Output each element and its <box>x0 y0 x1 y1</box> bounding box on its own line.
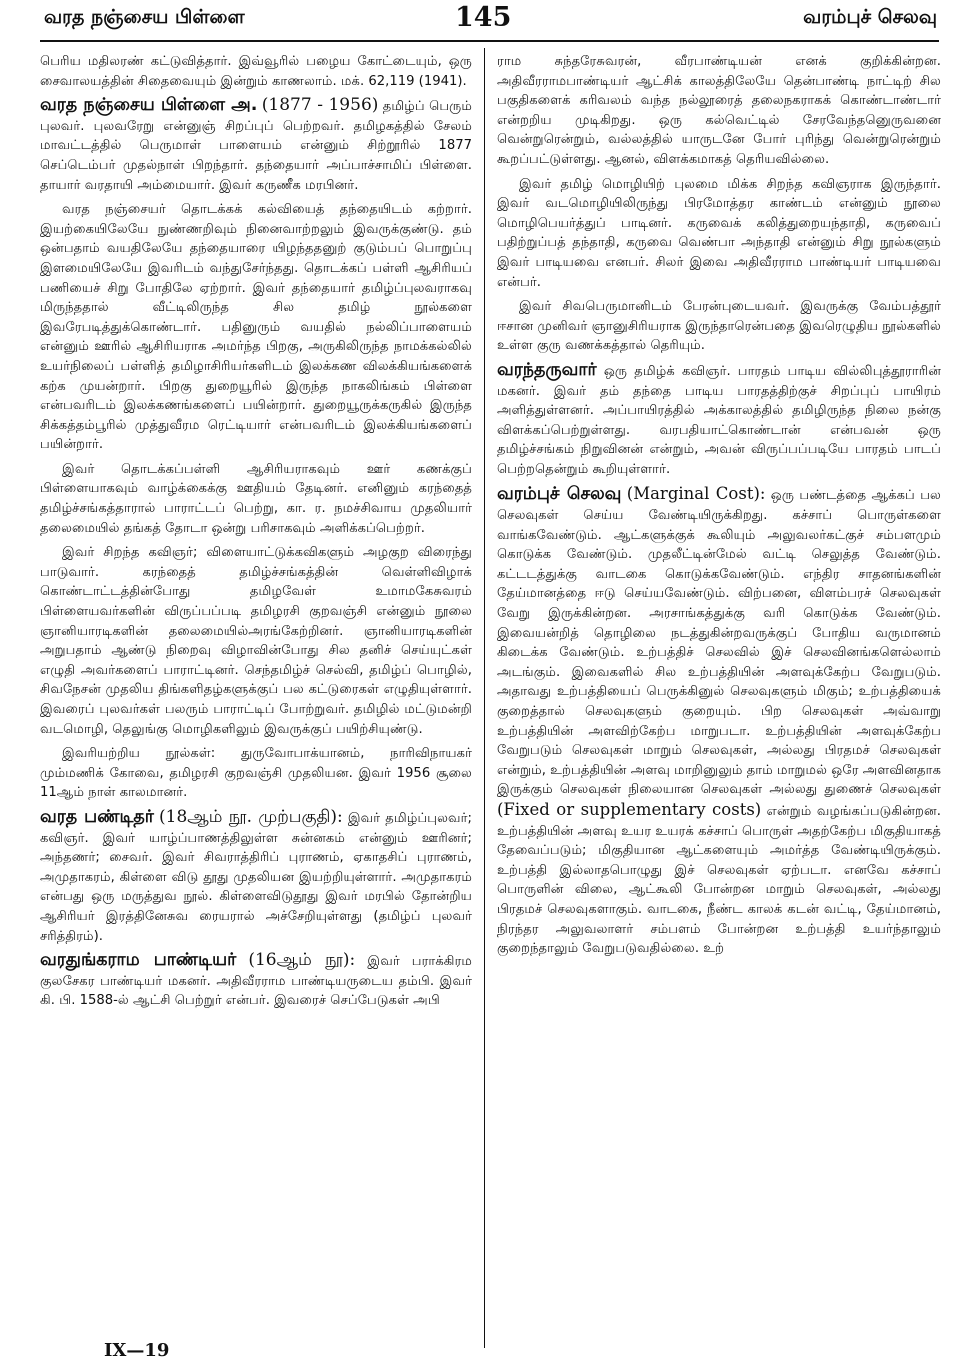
entry-paragraph: இவர் தொடக்கப்பள்ளி ஆசிரியராகவும் ஊர் கணக்குப் பிள்ளையாகவும் வாழ்க்கைக்கு ஊதியம் தேடினர். எனினும் கரந்தைத் தமிழ்ச்சங்கத்தாரால் பாராட்டப் பெற்று, கா. ர. நமச்சிவாய முதலியார் தலைமையில் தங்கத் தோடா ஒன்று பரிசாகவும் அளிக்கப்பெற்றர். <box>40 461 472 536</box>
entry-varantharuvar <box>497 361 941 480</box>
header-rule <box>40 40 939 42</box>
entry-heading: வரதுங்கராம பாண்டியர் <box>40 950 237 971</box>
entry-heading: வரம்புச் செலவு <box>497 484 622 505</box>
entry-paragraph: என்றும் வழங்கப்படுகின்றன. உற்பத்தியின் அளவு உயர உயரக் கச்சாப் பொருள் அதற்கேற்ப மிகுதியாகத் தேவைப்படும்; மிகுதியான ஆட்களையும் அமர்த்த வேண்டியிருக்கும். உற்பத்தி இல்லாதபொழுது இச் செலவுகள் ஏற்படா. எனவே கச்சாப் பொருளின் விலை, ஆட்கூலி போன்றன மாறும் செலவுகள், அல்லது பிரதமச் செலவுகளாகும். வாடகை, நீண்ட காலக் கடன் வட்டி, தேய்மானம், நிரந்தர அலுவலாளர் சம்பளம் போன்றன உற்பத்தி உயர்ந்தாலும் குறைந்தாலும் வேறுபடுவதில்லை. உற் <box>497 803 941 957</box>
entry-dates: (18ஆம் நூ. முற்பகுதி): <box>159 806 343 827</box>
running-head-left: வரத நஞ்சைய பிள்ளை <box>44 6 245 28</box>
page-header <box>0 0 961 44</box>
entry-paragraph: ஒரு பண்டத்தை ஆக்கப் பல செலவுகள் செய்ய வேண்டியிருக்கிறது. கச்சாப் பொருள்களை வாங்கவேண்டும். ஆட்களுக்குக் கூலியும் அலுவலர்கட்குச் சம்பளமும் கொடுக்க வேண்டும். முதலீட்டின்மேல் வட்டி செலுத்த வேண்டும். கட்டடத்துக்கு வாடகை கொடுக்கவேண்டும். எந்திர சாதனங்களின் தேய்மானத்தை ஈடு செய்யவேண்டும். விற்பனை, விளம்பரச் செலவுகள் வேறு இருக்கின்றன. அரசாங்கத்துக்கு வரி கொடுக்க வேண்டும். இவையன்றித் தொழிலை நடத்துகின்றவருக்குப் போதிய வருமானம் கிடைக்க வேண்டும். உற்பத்திச் செலவில் இச் செலவினங்களெல்லாம் அடங்கும். இவைகளில் சில உற்பத்தியின் அளவுக்கேற்ப வேறுபடும். அதாவது உற்பத்தியைப் பெருக்கினுல் செலவுகளும் மிகும்; உற்பத்தியைக் குறைத்தால் செலவுகளும் குறையும். பிற செலவுகள் அவ்வாறு உற்பத்தியின் அளவிற்கேற்ப மாறுபடா. உற்பத்தியின் அளவுக்கேற்ப வேறுபடும் செலவுகள் மாறும் செலவுகள், அல்லது பிரதமச் செலவுகள் என்றும், உற்பத்தியின் அளவு மாறினுலும் தாம் மாறுமல் ஒரே அளவினதாக இருக்கும் செலவுகள் நிலையான செலவுகள் அல்லது துணைச் செலவுகள் <box>497 488 941 798</box>
english-heading: (Marginal Cost): <box>626 484 766 504</box>
entry-heading: வரந்தருவார் <box>497 359 597 380</box>
entry-varathungarama-pandiyar <box>40 951 472 1011</box>
entry-paragraph: இவர் பராக்கிரம குலசேகர பாண்டியர் மகனர். அதிவீரராம பாண்டியருடைய தம்பி. இவர் கி. பி. 1588-ல் ஆட்சி பெற்றுர் என்பர். இவரைச் செப்பேடுகள் அபி <box>40 954 472 1009</box>
entry-varatha-nanjaiya-pillai <box>40 96 472 803</box>
entry-paragraph: இவர் தமிழ் மொழியிற் புலமை மிக்க சிறந்த கவிஞராக இருந்தார். இவர் வடமொழியிலிருந்து பிரமோத்தர காண்டம் என்னும் நூலை மொழிபெயர்த்துப் பாடினர். கருவைக் கலித்துறையந்தாதி, கருவைப் பதிற்றுப்பத் தந்தாதி, கருவை வெண்பா அந்தாதி என்னும் சிறு நூல்களும் இவர் பாடியவை எனபர். சிலர் இவை அதிவீரராம பாண்டியர் பாடியவை என்பர். <box>497 176 941 290</box>
entry-paragraph: இவர் தமிழ்ப்புலவர்; கவிஞர். இவர் யாழ்ப்பாணத்திலுள்ள சுன்னகம் என்னும் ஊரினர்; அந்தணர்; சைவர். இவர் சிவராத்திரிப் புராணம், ஏகாதசிப் புராணம், அமுதாகரம், கிள்ளை விடு தூது முதலியன இயற்றியுள்ளார். அமுதாகரம் என்பது ஒரு மருத்துவ நூல். கிள்ளைவிடுதூது இவர் மரபில் தோன்றிய ஆசிரியர் இரத்தினேசுவ ரையரால் அச்சேறியுள்ளது (தமிழ்ப் புலவர் சரித்திரம்). <box>40 810 472 944</box>
entry-marginal-cost <box>497 484 941 958</box>
running-head-right: வரம்புச் செலவு <box>803 6 937 28</box>
right-column <box>497 52 941 1340</box>
continued-paragraph: ராம சுந்தரேசுவரன், வீரபாண்டியன் எனக் குறிக்கின்றன. அதிவீரராமபாண்டியர் ஆட்சிக் காலத்திலேயே தென்பாண்டி நாட்டிற் சில பகுதிகளைக் கரிவலம் வந்த நல்லூரைத் தலைநகராகக் கொண்டாண்டார் என்றறிய முடிகிறது. ஒரு கல்வெட்டில் சேரவேந்தனுெருவனை வென்றுரென்றும், வல்லத்தில் யாருடனே போர் புரிந்து வென்றுரென்றும் கூறப்பட்டுள்ளது. ஆனல், விளக்கமாகத் தெரியவில்லை. <box>497 54 941 167</box>
entry-paragraph: வரத நஞ்சையர் தொடக்கக் கல்வியைத் தந்தையிடம் கற்றார். இயற்கையிலேயே நுண்ணறிவும் நினைவாற்றலும் இவருக்குண்டு. தம் ஒன்பதாம் வயதிலேயே தந்தையாரை யிழந்ததனுற் குடும்பப் பொறுப்பு இளமையிலேயே இவரிடம் வந்துசேர்ந்தது. தொடக்கப் பள்ளி ஆசிரியப் பணியைச் சிறு போதிலே ஏற்றார். இவர் தந்தையார் தமிழ்ப்புலவராகவு மிருந்ததால் வீட்டிலிருந்த சில தமிழ் நூல்களை இவரேபடித்துக்கொண்டார். பதினுரும் வயதில் நல்லிப்பாளையம் என்னும் ஊரில் ஆசிரியராக அமர்ந்த பிறகு, அருகிலிருந்த நாமக்கல்லில் உயர்நிலைப் பள்ளித் தமிழாசிரியர்களிடம் இலக்கண விலக்கியங்களைக் கற்க முயன்றார். பிறகு துறையூரில் இருந்த நாகலிங்கம் பிள்ளை என்பவரிடம் இலக்கணங்களைப் பயின்றார். துறையூருக்கருகில் இருந்த சிக்கத்தம்பூரில் முத்துவீரம ரெட்டியார் என்பவரிடம் இலக்கியங்களைப் பயின்றார். <box>40 202 472 453</box>
continued-paragraph: பெரிய மதிலரண் கட்டுவித்தார். இவ்வூரில் பழைய கோட்டையும், ஒரு சைவாலயத்தின் சிதைவையும் இன்றும் காணலாம். மக். 62,119 (1941). <box>40 54 472 89</box>
entry-heading: வரத பண்டிதர் <box>40 806 154 827</box>
entry-paragraph: இவர் சிவபெருமானிடம் பேரன்புடையவர். இவருக்கு வேம்பத்தூர் ஈசான முனிவர் ஞானுசிரியராக இருந்தாரென்பதை இவரெழுதிய நூல்களில் உள்ள குரு வணக்கத்தால் தெரியும். <box>497 299 941 354</box>
left-column <box>40 52 472 1340</box>
entry-paragraph: ஒரு தமிழ்க் கவிஞர். பாரதம் பாடிய வில்லிபுத்தூராரின் மகனர். இவர் தம் தந்தை பாடிய பாரதத்திற்குச் சிறப்புப் பாயிரம் அளித்துள்ளனர். அப்பாயிரத்தில் அக்காலத்தில் தமிழிருந்த நிலை நன்கு விளக்கப்பெற்றுள்ளது. வரபதியாட்கொண்டான் என்பவன் ஒரு தமிழ்ச்சங்கம் நிறுவினன் என்றும், அவன் விருப்பப்படியே பாரதம் பாடப் பெற்றதென்றும் கூறியுள்ளார். <box>497 363 941 477</box>
page-number: 145 <box>455 2 512 33</box>
entry-dates: (1877 - 1956) <box>261 95 379 116</box>
entry-paragraph: தமிழ்ப் பெரும் புலவர். புலவரேறு என்னுஞ் சிறப்புப் பெற்றவர். தமிழகத்தில் சேலம் மாவட்டத்தில் பெருமாள் பாளையம் என்னும் சிற்றூரில் 1877 செப்டெம்பர் முதல்நாள் பிறந்தார். தந்தையார் அப்பாச்சாமிப் பிள்ளை. தாயார் வரதாயி அம்மையார். இவர் கருணீக மரபினர். <box>40 99 472 193</box>
entry-dates: (16ஆம் நூ): <box>248 950 356 971</box>
entry-heading: வரத நஞ்சைய பிள்ளை அ. <box>40 95 258 116</box>
english-term: (Fixed or supplementary costs) <box>497 799 762 819</box>
entry-varatha-panditar <box>40 808 472 946</box>
column-divider <box>484 48 485 1348</box>
signature-mark: IX—19 <box>104 1340 170 1361</box>
entry-paragraph: இவர் சிறந்த கவிஞர்; விளையாட்டுக்கவிகளும் அழகுற விரைந்து பாடுவார். கரந்தைத் தமிழ்ச்சங்கத்தின் வெள்ளிவிழாக் கொண்டாட்டத்தின்போது தமிழவேள் உமாமகேசுவரம் பிள்ளையவர்களின் விருப்பப்படி தமிழரசி குறவஞ்சி என்னும் நூலை ஞானியாரடிகளின் தலைமையில்அரங்கேற்றினர். ஞானியாரடிகளின் அறுபதாம் ஆண்டு நிறைவு விழாவின்போது சில தனிச் செய்யுட்கள் எழுதி அவர்களைப் பாராட்டினர். செந்தமிழ்ச் செல்வி, தமிழ்ப் பொழில், சிவநேசன் முதலிய திங்களிதழ்களுக்குப் பல கட்டுரைகள் எழுதியுள்ளார். இவரைப் புலவர்கள் பலரும் பாராட்டிப் போற்றுவர். தமிழில் மட்டுமன்றி வடமொழி, தெலுங்கு மொழிகளிலும் இவருக்குப் பயிற்சியுண்டு. <box>40 545 472 737</box>
entry-paragraph: இவரியற்றிய நூல்கள்: துருவோபாக்யானம், நாரிவிநாயகர் மும்மணிக் கோவை, தமிழரசி குறவஞ்சி முதலியன. இவர் 1956 சூலை 11ஆம் நாள் காலமானர். <box>40 746 472 801</box>
